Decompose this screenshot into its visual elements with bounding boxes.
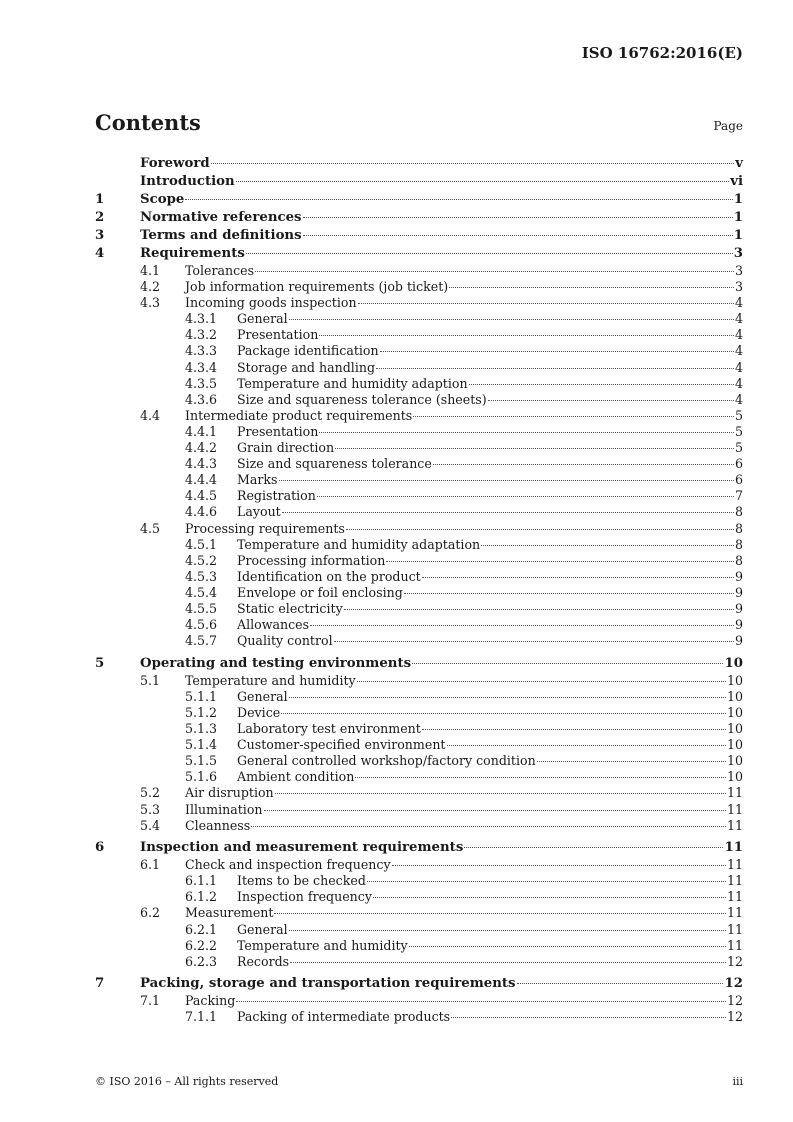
toc-entry-number: 4.3.6 (185, 391, 218, 407)
toc-entry-page: 6 (734, 456, 743, 472)
dot-leader (264, 810, 726, 811)
toc-entry-number: 7 (95, 976, 105, 992)
toc-entry-number: 1 (95, 192, 105, 207)
toc-entry-title: Laboratory test environment (237, 721, 421, 737)
toc-entry[interactable] (95, 440, 743, 456)
toc-entry-title: Temperature and humidity adaption (237, 375, 468, 391)
toc-entry-title: Marks (237, 472, 278, 488)
toc-entry-page: 12 (724, 976, 743, 992)
toc-entry-title: General (237, 688, 288, 704)
dot-leader (367, 881, 726, 882)
toc-entry-page: 11 (724, 840, 743, 856)
toc-entry[interactable] (95, 857, 743, 873)
dot-leader (251, 826, 726, 827)
toc-entry-title: Operating and testing environments (140, 655, 412, 671)
toc-entry-page: 9 (734, 600, 743, 616)
dot-leader (422, 729, 726, 730)
toc-entry-page: 8 (734, 552, 743, 568)
toc-entry[interactable] (95, 1009, 743, 1025)
toc-entry-number: 2 (95, 210, 105, 225)
toc-entry-page: 4 (734, 327, 743, 343)
toc-entry-number: 5.1.2 (185, 704, 218, 720)
dot-leader (373, 897, 726, 898)
toc-entry[interactable] (95, 737, 743, 753)
page-title: Contents (95, 110, 201, 135)
toc-entry-number: 5.3 (140, 801, 161, 817)
toc-entry-number: 5.2 (140, 785, 161, 801)
toc-entry-page: 8 (734, 536, 743, 552)
toc-entry-page: 9 (734, 633, 743, 649)
toc-entry[interactable] (95, 209, 743, 227)
toc-entry[interactable] (95, 376, 743, 392)
toc-entry-title: Illumination (185, 801, 263, 817)
toc-entry[interactable] (95, 521, 743, 537)
toc-entry-number: 4.4.6 (185, 504, 218, 520)
toc-entry-page: 5 (734, 423, 743, 439)
toc-entry-number: 4.3.2 (185, 327, 218, 343)
toc-entry-page: 12 (726, 993, 743, 1009)
toc-entry-title: Device (237, 704, 281, 720)
toc-entry[interactable] (95, 585, 743, 601)
toc-entry-number: 4.2 (140, 279, 161, 295)
toc-entry-number: 4.4.2 (185, 440, 218, 456)
page-number: iii (732, 1075, 743, 1088)
dot-leader (289, 319, 734, 320)
toc-entry[interactable] (95, 472, 743, 488)
toc-entry-page: 12 (726, 1009, 743, 1025)
toc-entry[interactable] (95, 227, 743, 245)
toc-entry-number: 4.5.2 (185, 552, 218, 568)
dot-leader (236, 1001, 726, 1002)
toc-entry[interactable] (95, 488, 743, 504)
toc-entry[interactable] (95, 408, 743, 424)
toc-entry-page: 3 (733, 246, 743, 261)
dot-leader (274, 913, 725, 914)
toc-entry-page: 4 (734, 359, 743, 375)
toc-entry-number: 5.1 (140, 672, 161, 688)
toc-entry-title: Package identification (237, 343, 379, 359)
dot-leader (358, 303, 734, 304)
toc-entry-title: General (237, 311, 288, 327)
table-of-contents (95, 155, 743, 1026)
toc-entry-title: Items to be checked (237, 873, 366, 889)
toc-entry[interactable] (95, 689, 743, 705)
toc-entry-number: 5.1.1 (185, 688, 218, 704)
toc-entry-title: Inspection frequency (237, 889, 372, 905)
toc-entry-page: 10 (726, 672, 743, 688)
dot-leader (289, 697, 726, 698)
dot-leader (319, 335, 734, 336)
toc-entry-number: 6.2.1 (185, 921, 218, 937)
toc-entry-page: 8 (734, 520, 743, 536)
toc-entry-number: 5.1.6 (185, 769, 218, 785)
toc-entry[interactable] (95, 295, 743, 311)
toc-entry-page: 6 (734, 472, 743, 488)
toc-entry[interactable] (95, 769, 743, 785)
dot-leader (413, 416, 734, 417)
toc-entry-number: 6 (95, 840, 105, 856)
toc-entry-number: 5.1.3 (185, 721, 218, 737)
toc-entry-page: 4 (734, 295, 743, 311)
toc-entry[interactable] (95, 327, 743, 343)
toc-entry-title: Processing requirements (185, 520, 345, 536)
toc-entry-number: 4.1 (140, 263, 161, 278)
toc-entry-title: Packing, storage and transportation requirements (140, 976, 516, 992)
toc-entry-number: 4.3.5 (185, 375, 218, 391)
toc-entry-number: 4.4.1 (185, 423, 218, 439)
toc-entry[interactable] (95, 569, 743, 585)
toc-entry-title: Cleanness (185, 817, 251, 833)
toc-entry-number: 4.5.5 (185, 600, 218, 616)
toc-entry-number: 4.5.7 (185, 633, 218, 649)
toc-entry-page: 1 (733, 210, 743, 225)
toc-entry-page: 9 (734, 617, 743, 633)
dot-leader (355, 777, 726, 778)
toc-entry-page: 3 (734, 263, 743, 278)
toc-entry-number: 5 (95, 655, 105, 671)
dot-leader (344, 609, 734, 610)
toc-entry[interactable] (95, 191, 743, 209)
dot-leader (275, 793, 726, 794)
toc-entry-title: Foreword (140, 156, 210, 171)
toc-entry[interactable] (95, 456, 743, 472)
toc-entry[interactable] (95, 721, 743, 737)
toc-entry-title: Storage and handling (237, 359, 376, 375)
toc-entry-page: 7 (734, 488, 743, 504)
toc-entry-title: Scope (140, 192, 185, 207)
toc-entry-title: Ambient condition (237, 769, 355, 785)
dot-leader (185, 199, 732, 200)
toc-entry[interactable] (95, 673, 743, 689)
toc-entry-title: Envelope or foil enclosing (237, 584, 403, 600)
toc-entry[interactable] (95, 360, 743, 376)
toc-entry-number: 4.4 (140, 407, 161, 423)
toc-entry-title: Temperature and humidity adaptation (237, 536, 481, 552)
toc-entry[interactable] (95, 753, 743, 769)
toc-entry-title: Packing (185, 993, 236, 1009)
toc-entry-number: 4 (95, 246, 105, 261)
toc-entry-number: 4.4.3 (185, 456, 218, 472)
dot-leader (464, 847, 723, 848)
dot-leader (281, 713, 726, 714)
dot-leader (282, 512, 734, 513)
toc-entry[interactable] (95, 905, 743, 921)
toc-entry-title: Inspection and measurement requirements (140, 840, 464, 856)
toc-entry[interactable] (95, 705, 743, 721)
dot-leader (412, 663, 723, 664)
dot-leader (319, 432, 734, 433)
toc-entry[interactable] (95, 785, 743, 801)
toc-entry[interactable] (95, 839, 743, 857)
toc-entry-title: Presentation (237, 327, 319, 343)
toc-entry[interactable] (95, 954, 743, 970)
toc-entry-page: 10 (726, 721, 743, 737)
toc-entry[interactable] (95, 245, 743, 263)
toc-entry-page: 10 (724, 655, 743, 671)
toc-entry-page: 11 (726, 937, 743, 953)
toc-entry-title: Registration (237, 488, 316, 504)
toc-entry-number: 4.3.1 (185, 311, 218, 327)
toc-entry[interactable] (95, 889, 743, 905)
toc-entry-page: 9 (734, 584, 743, 600)
toc-entry[interactable] (95, 873, 743, 889)
toc-entry-page: 9 (734, 568, 743, 584)
dot-leader (481, 545, 734, 546)
toc-entry-title: Introduction (140, 174, 235, 189)
toc-entry-title: Tolerances (185, 263, 255, 278)
toc-entry-number: 7.1 (140, 993, 161, 1009)
dot-leader (386, 561, 734, 562)
toc-entry[interactable] (95, 975, 743, 993)
toc-entry-number: 6.1.1 (185, 873, 218, 889)
toc-entry-title: Size and squareness tolerance (237, 456, 432, 472)
toc-entry[interactable] (95, 922, 743, 938)
toc-entry-title: Incoming goods inspection (185, 295, 357, 311)
dot-leader (537, 761, 726, 762)
dot-leader (380, 351, 734, 352)
toc-entry-number: 3 (95, 228, 105, 243)
document-id: ISO 16762:2016(E) (581, 44, 743, 62)
toc-entry-page: 8 (734, 504, 743, 520)
dot-leader (404, 593, 734, 594)
page-column-label: Page (713, 119, 743, 133)
toc-entry[interactable] (95, 504, 743, 520)
toc-entry[interactable] (95, 424, 743, 440)
toc-entry-number: 4.5.1 (185, 536, 218, 552)
toc-entry-title: General (237, 921, 288, 937)
toc-entry-number: 7.1.1 (185, 1009, 218, 1025)
dot-leader (433, 464, 734, 465)
toc-entry-title: Job information requirements (job ticket) (185, 279, 449, 295)
toc-entry-title: Customer-specified environment (237, 737, 446, 753)
toc-entry[interactable] (95, 938, 743, 954)
toc-entry[interactable] (95, 617, 743, 633)
toc-entry-number: 5.1.4 (185, 737, 218, 753)
toc-entry-page: 10 (726, 704, 743, 720)
toc-entry[interactable] (95, 311, 743, 327)
toc-entry[interactable] (95, 173, 743, 191)
dot-leader (488, 400, 734, 401)
toc-entry-title: Packing of intermediate products (237, 1009, 451, 1025)
toc-entry-title: Terms and definitions (140, 228, 302, 243)
toc-entry-page: 12 (726, 953, 743, 969)
toc-entry-title: Allowances (237, 617, 310, 633)
toc-entry-title: Temperature and humidity (237, 937, 408, 953)
dot-leader (246, 253, 733, 254)
toc-entry-title: Static electricity (237, 600, 343, 616)
toc-entry[interactable] (95, 392, 743, 408)
dot-leader (310, 625, 734, 626)
toc-entry-title: Check and inspection frequency (185, 857, 391, 873)
dot-leader (317, 496, 734, 497)
toc-entry-page: 11 (726, 857, 743, 873)
toc-entry[interactable] (95, 993, 743, 1009)
dot-leader (376, 368, 734, 369)
toc-entry-title: Quality control (237, 633, 333, 649)
toc-entry-title: Records (237, 953, 290, 969)
toc-entry[interactable] (95, 155, 743, 173)
dot-leader (517, 983, 724, 984)
toc-entry-number: 4.5 (140, 520, 161, 536)
toc-entry[interactable] (95, 553, 743, 569)
dot-leader (357, 681, 726, 682)
toc-entry-page: 4 (734, 343, 743, 359)
toc-entry-number: 4.3 (140, 295, 161, 311)
toc-entry-number: 6.1 (140, 857, 161, 873)
dot-leader (303, 217, 733, 218)
toc-entry-title: Size and squareness tolerance (sheets) (237, 391, 487, 407)
toc-entry-number: 4.3.3 (185, 343, 218, 359)
toc-entry-page: vi (730, 174, 743, 189)
toc-entry-number: 5.1.5 (185, 753, 218, 769)
toc-entry-title: Grain direction (237, 440, 335, 456)
dot-leader (289, 930, 726, 931)
dot-leader (255, 271, 734, 272)
toc-entry-number: 6.1.2 (185, 889, 218, 905)
toc-entry[interactable] (95, 537, 743, 553)
dot-leader (451, 1017, 726, 1018)
dot-leader (334, 641, 734, 642)
toc-entry-title: Processing information (237, 552, 386, 568)
dot-leader (449, 287, 734, 288)
toc-entry-title: Layout (237, 504, 281, 520)
toc-entry[interactable] (95, 633, 743, 649)
toc-entry[interactable] (95, 802, 743, 818)
toc-entry-number: 4.5.6 (185, 617, 218, 633)
toc-entry-number: 4.5.4 (185, 584, 218, 600)
dot-leader (279, 480, 734, 481)
toc-entry-page: 10 (726, 688, 743, 704)
dot-leader (236, 181, 730, 182)
toc-entry-page: 1 (733, 228, 743, 243)
toc-entry-page: 11 (726, 801, 743, 817)
toc-entry-number: 5.4 (140, 817, 161, 833)
dot-leader (409, 946, 726, 947)
toc-entry-title: Presentation (237, 423, 319, 439)
toc-entry-number: 4.3.4 (185, 359, 218, 375)
toc-entry[interactable] (95, 279, 743, 295)
toc-entry-page: 4 (734, 391, 743, 407)
toc-entry-title: Identification on the product (237, 568, 421, 584)
toc-entry-page: 5 (734, 440, 743, 456)
toc-entry-title: Temperature and humidity (185, 672, 356, 688)
toc-entry-title: Normative references (140, 210, 302, 225)
toc-entry-page: 11 (726, 921, 743, 937)
dot-leader (346, 529, 734, 530)
dot-leader (447, 745, 726, 746)
toc-entry-page: 10 (726, 769, 743, 785)
toc-entry-page: 5 (734, 407, 743, 423)
toc-entry[interactable] (95, 601, 743, 617)
toc-entry-page: 1 (733, 192, 743, 207)
toc-entry-title: Intermediate product requirements (185, 407, 413, 423)
dot-leader (392, 865, 726, 866)
toc-entry-page: 10 (726, 753, 743, 769)
toc-entry-page: 11 (726, 905, 743, 921)
toc-entry-number: 6.2 (140, 905, 161, 921)
dot-leader (335, 448, 734, 449)
toc-entry-page: 11 (726, 785, 743, 801)
toc-entry-number: 4.4.4 (185, 472, 218, 488)
toc-entry[interactable] (95, 343, 743, 359)
toc-entry-page: 11 (726, 817, 743, 833)
toc-entry-page: 4 (734, 311, 743, 327)
toc-entry[interactable] (95, 818, 743, 834)
dot-leader (211, 163, 735, 164)
title-row (95, 110, 743, 140)
dot-leader (303, 235, 733, 236)
copyright-notice: © ISO 2016 – All rights reserved (95, 1075, 279, 1088)
toc-entry-number: 4.4.5 (185, 488, 218, 504)
toc-entry-page: 3 (734, 279, 743, 295)
toc-entry-page: 11 (726, 873, 743, 889)
toc-entry-title: Air disruption (185, 785, 274, 801)
dot-leader (422, 577, 734, 578)
toc-entry[interactable] (95, 655, 743, 673)
toc-entry-page: 10 (726, 737, 743, 753)
toc-entry-number: 6.2.3 (185, 953, 218, 969)
toc-entry-title: General controlled workshop/factory condition (237, 753, 536, 769)
toc-entry-page: 4 (734, 375, 743, 391)
toc-entry-number: 4.5.3 (185, 568, 218, 584)
toc-entry-number: 6.2.2 (185, 937, 218, 953)
toc-entry-page: 11 (726, 889, 743, 905)
dot-leader (469, 384, 734, 385)
dot-leader (290, 962, 726, 963)
toc-entry-title: Requirements (140, 246, 245, 261)
toc-entry[interactable] (95, 263, 743, 279)
toc-entry-page: v (735, 156, 743, 171)
toc-entry-title: Measurement (185, 905, 274, 921)
